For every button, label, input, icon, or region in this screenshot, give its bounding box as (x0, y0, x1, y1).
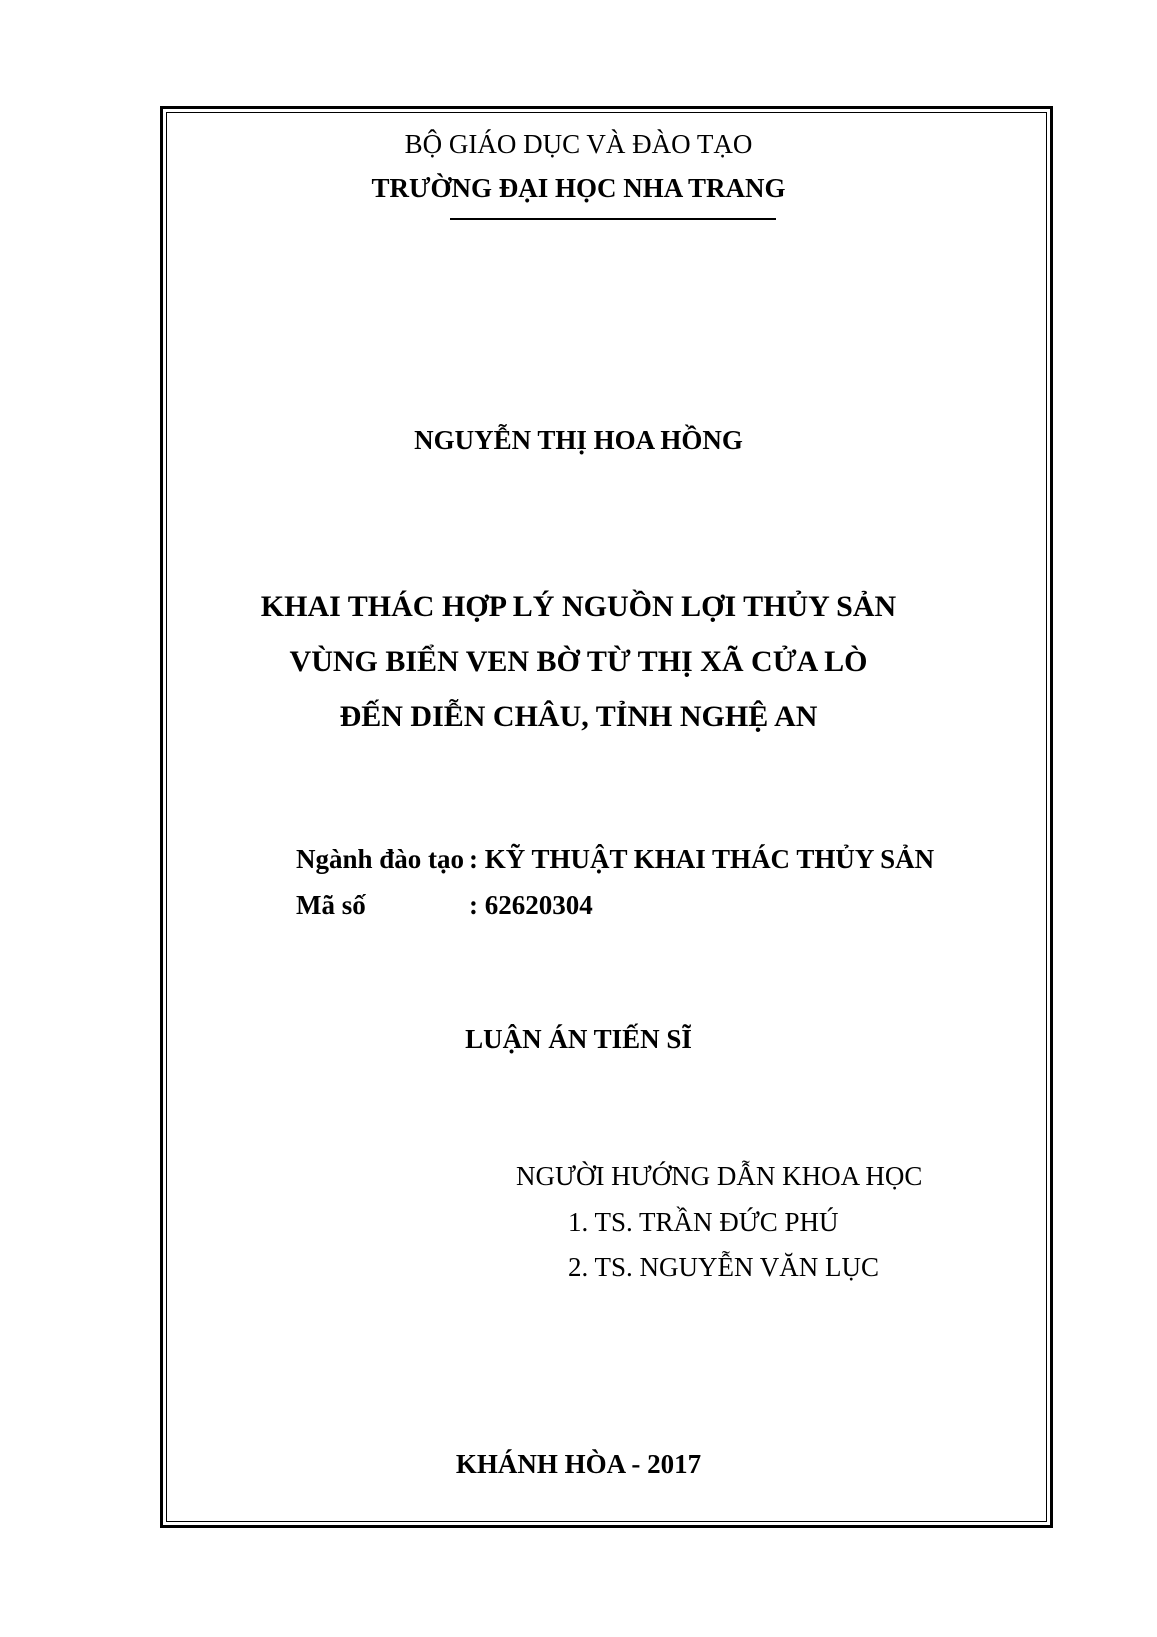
place-year: KHÁNH HÒA - 2017 (455, 1449, 702, 1479)
code-value: : 62620304 (469, 890, 593, 920)
thesis-title-line-2: VÙNG BIỂN VEN BỜ TỪ THỊ XÃ CỬA LÒ (289, 645, 868, 678)
author-name: NGUYỄN THỊ HOA HỒNG (414, 425, 743, 455)
ministry-name: BỘ GIÁO DỤC VÀ ĐÀO TẠO (404, 129, 753, 159)
code-label: Mã số (296, 890, 366, 920)
header-underline (450, 218, 776, 220)
major-value: : KỸ THUẬT KHAI THÁC THỦY SẢN (469, 844, 935, 874)
thesis-title-line-3: ĐẾN DIỄN CHÂU, TỈNH NGHỆ AN (339, 700, 818, 733)
major-label: Ngành đào tạo (296, 844, 465, 874)
page-border-inner (166, 112, 1047, 1522)
degree-type: LUẬN ÁN TIẾN SĨ (465, 1024, 692, 1054)
supervisor-item: 1. TS. TRẦN ĐỨC PHÚ (568, 1207, 839, 1237)
supervisors-heading: NGƯỜI HƯỚNG DẪN KHOA HỌC (516, 1161, 923, 1191)
supervisor-item: 2. TS. NGUYỄN VĂN LỤC (568, 1252, 880, 1282)
university-name: TRƯỜNG ĐẠI HỌC NHA TRANG (371, 173, 786, 203)
thesis-title-line-1: KHAI THÁC HỢP LÝ NGUỒN LỢI THỦY SẢN (260, 590, 897, 623)
